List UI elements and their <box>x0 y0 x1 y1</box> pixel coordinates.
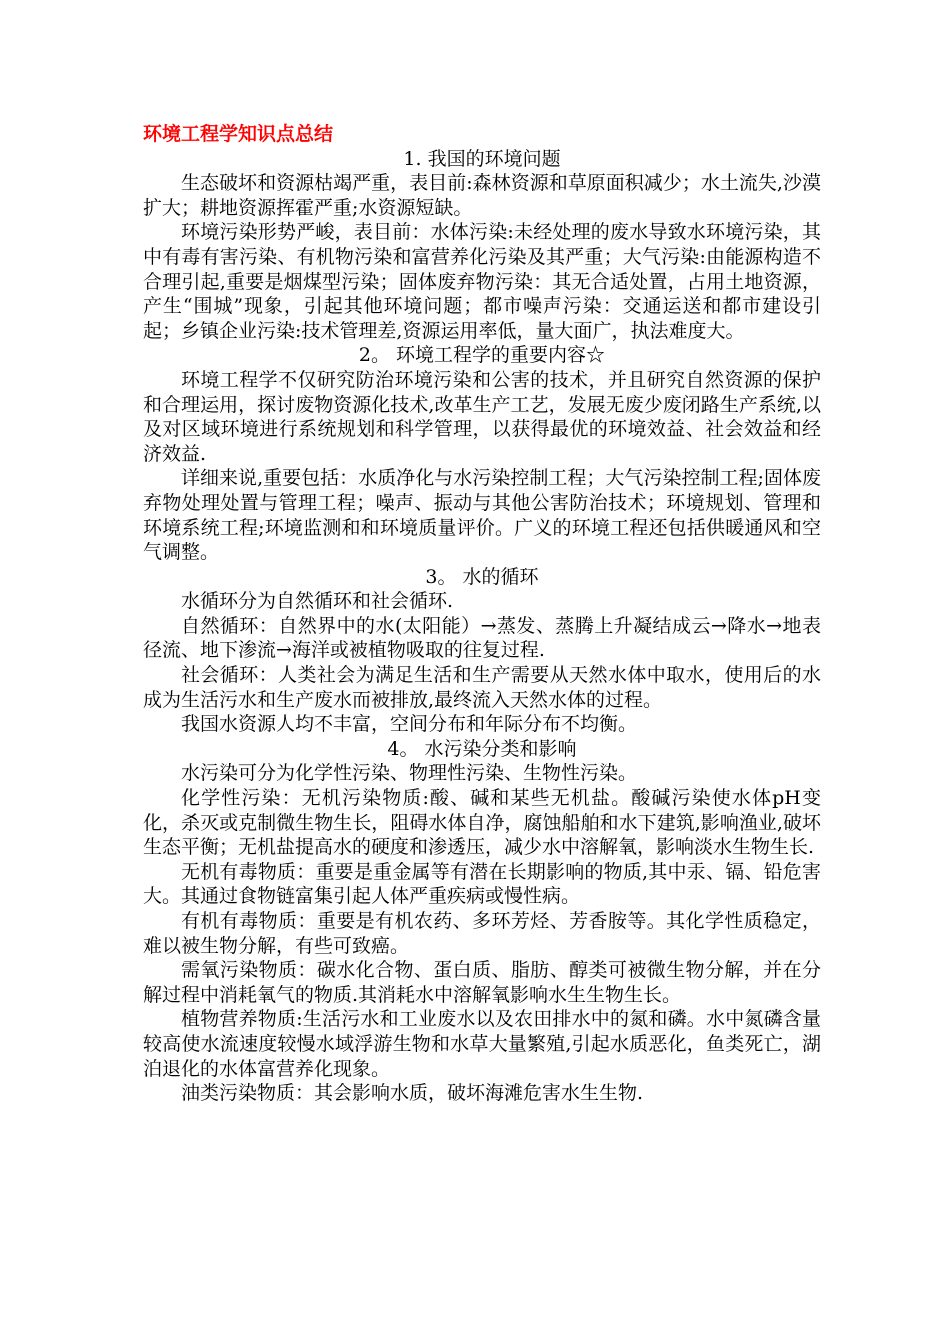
section-heading: 3。 水的循环 <box>425 565 539 588</box>
paragraph: 我国水资源人均不丰富，空间分布和年际分布不均衡。 <box>181 713 638 736</box>
paragraph: 生态破坏和资源枯竭严重，表目前:森林资源和草原面积减少；水土流失,沙漠扩大；耕地资源挥霍严重;水资源短缺。 <box>143 172 821 219</box>
paragraph: 需氧污染物质：碳水化合物、蛋白质、脂肪、醇类可被微生物分解，并在分解过程中消耗氧气的物质.其消耗水中溶解氧影响水生生物生长。 <box>143 959 821 1006</box>
section-1 <box>143 147 821 344</box>
section-heading: 2。 环境工程学的重要内容☆ <box>358 344 606 367</box>
paragraph: 环境污染形势严峻，表目前：水体污染:未经处理的废水导致水环境污染，其中有毒有害污染、有机物污染和富营养化污染及其严重；大气污染:由能源构造不合理引起,重要是烟煤型污染；固体废弃物污染：其无合适处置，占用土地资源，产生“围城”现象，引起其他环境问题；都市噪声污染：交通运送和都市建设引起；乡镇企业污染:技术管理差,资源运用率低，量大面广，执法难度大。 <box>143 221 821 342</box>
section-3 <box>143 565 821 737</box>
paragraph: 详细来说,重要包括：水质净化与水污染控制工程；大气污染控制工程;固体废弃物处理处置与管理工程；噪声、振动与其他公害防治技术；环境规划、管理和环境系统工程;环境监测和和环境质量评价。广义的环境工程还包括供暖通风和空气调整。 <box>143 467 821 564</box>
paragraph: 有机有毒物质：重要是有机农药、多环芳烃、芳香胺等。其化学性质稳定，难以被生物分解，有些可致癌。 <box>143 910 821 957</box>
document-title: 环境工程学知识点总结 <box>143 123 334 145</box>
section-heading: 1. 我国的环境问题 <box>403 147 561 170</box>
paragraph: 水循环分为自然循环和社会循环. <box>181 590 454 613</box>
paragraph: 植物营养物质:生活污水和工业废水以及农田排水中的氮和磷。水中氮磷含量较高使水流速度较慢水域浮游生物和水草大量繁殖,引起水质恶化，鱼类死亡，湖泊退化的水体富营养化现象。 <box>143 1008 821 1080</box>
section-2 <box>143 343 821 564</box>
section-heading: 4。 水污染分类和影响 <box>387 737 577 760</box>
paragraph: 自然循环：自然界中的水(太阳能）→蒸发、蒸腾上升凝结成云→降水→地表径流、地下渗流→海洋或被植物吸取的往复过程. <box>143 614 821 662</box>
paragraph: 社会循环：人类社会为满足生活和生产需要从天然水体中取水，使用后的水成为生活污水和生产废水而被排放,最终流入天然水体的过程。 <box>143 664 821 711</box>
paragraph: 化学性污染：无机污染物质:酸、碱和某些无机盐。酸碱污染使水体pH变化，杀灭或克制微生物生长，阻碍水体自净，腐蚀船舶和水下建筑,影响渔业,破坏生态平衡；无机盐提高水的硬度和渗透压，减少水中溶解氧，影响淡水生物生长. <box>143 787 821 859</box>
paragraph: 无机有毒物质：重要是重金属等有潜在长期影响的物质,其中汞、镉、铅危害大。其通过食物链富集引起人体严重疾病或慢性病。 <box>143 860 821 908</box>
document-body <box>143 122 821 1106</box>
paragraph: 油类污染物质：其会影响水质，破坏海滩危害水生生物. <box>181 1082 644 1105</box>
paragraph: 水污染可分为化学性污染、物理性污染、生物性污染。 <box>181 762 638 785</box>
paragraph: 环境工程学不仅研究防治环境污染和公害的技术，并且研究自然资源的保护和合理运用，探讨废物资源化技术,改革生产工艺，发展无废少废闭路生产系统,以及对区域环境进行系统规划和科学管理，以获得最优的环境效益、社会效益和经济效益. <box>143 368 821 465</box>
section-4 <box>143 737 821 1106</box>
